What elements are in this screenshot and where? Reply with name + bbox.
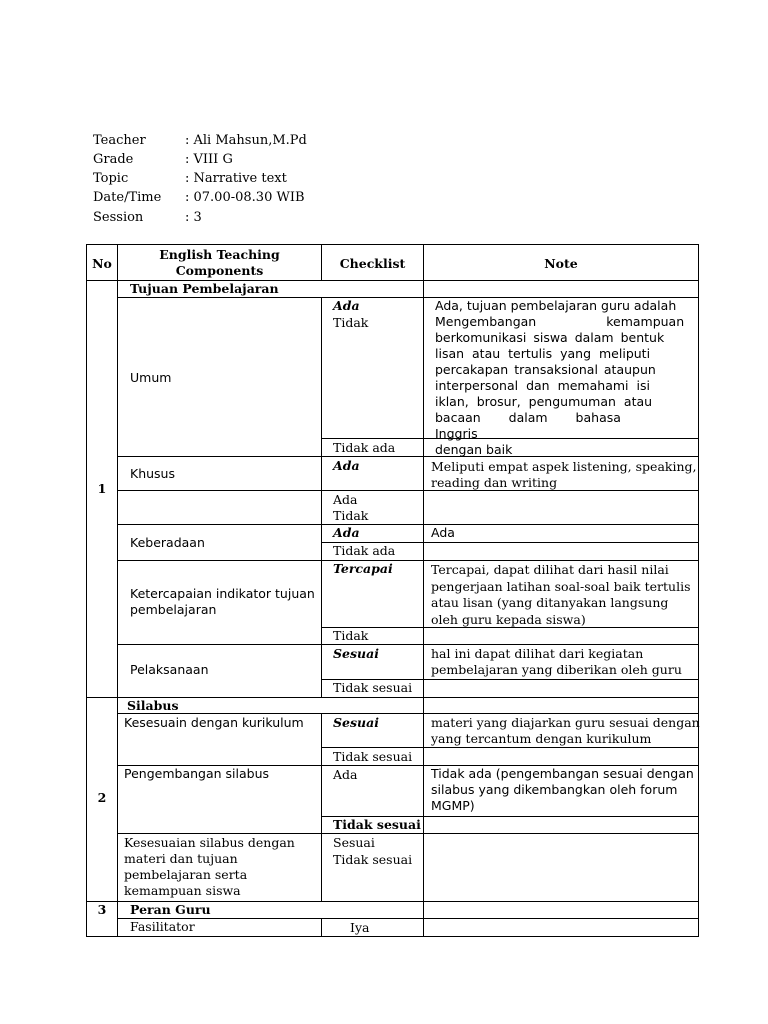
table-border-top [86,244,699,245]
checklist-tidak: Tidak [333,508,369,523]
row-divider [117,713,699,714]
section-number: 2 [97,790,107,805]
component-ketercapaian-indikator: Ketercapaian indikator tujuan pembelajaran [130,586,315,617]
col-divider-components [321,918,322,937]
section-number: 1 [97,481,107,496]
note-keberadaan: Ada [431,525,455,540]
component-pelaksanaan: Pelaksanaan [130,662,209,677]
header-components: English Teaching Components [159,247,280,278]
section-title: Tujuan Pembelajaran [130,281,279,296]
table-border-bottom [86,936,699,937]
row-divider [117,644,699,645]
header-note: Note [544,256,578,271]
checklist-iya: Iya [350,920,370,935]
checklist-tidak-sesuai: Tidak sesuai [333,749,413,764]
component-keberadaan: Keberadaan [130,535,205,550]
checklist-tidak-sesuai: Tidak sesuai [333,817,421,832]
section-title: Silabus [127,698,179,713]
checklist-tidak: Tidak [333,628,369,643]
note-line-justified: Mengembangan kemampuan [435,314,685,329]
checklist-ada: Ada [333,298,360,313]
col-divider-components [321,713,322,902]
header-no: No [92,256,112,271]
checklist-tidak-sesuai: Tidak sesuai [333,680,413,695]
checklist-ada: Ada [333,767,358,782]
component-fasilitator: Fasilitator [130,919,195,934]
section-number: 3 [97,902,107,917]
checklist-tidak-ada: Tidak ada [333,543,396,558]
row-divider [117,833,699,834]
row-divider [321,747,699,748]
checklist-tercapai: Tercapai [333,561,393,576]
checklist-tidak: Tidak [333,315,369,330]
header-checklist: Checklist [339,256,406,271]
checklist-sesuai: Sesuai [333,646,379,661]
checklist-ada: Ada [333,458,360,473]
checklist-ada: Ada [333,525,360,540]
note-pengembangan: Tidak ada (pengembangan sesuai dengan silabus yang dikembangkan oleh forum MGMP) [431,766,694,813]
note-umum: Ada, tujuan pembelajaran guru adalah Mengembangan kemampuan berkomunikasi siswa dalam bentuk lisan atau tertulis yang meliputi percakapan transaksional ataupun interpersonal dan memahami isi iklan, brosur, pengumuman atau bacaan dalam bahasa Inggris dengan baik [435,298,690,458]
checklist-tidak-ada: Tidak ada [333,440,396,455]
checklist-tidak-sesuai: Tidak sesuai [333,852,413,867]
component-kesesuaian-silabus: Kesesuaian silabus dengan materi dan tujuan pembelajaran serta kemampuan siswa [124,835,295,898]
component-kesesuaian-kurikulum: Kesesuain dengan kurikulum [124,715,304,730]
section-title: Peran Guru [130,902,211,917]
table-border-left [86,244,87,937]
component-umum: Umum [130,370,172,385]
note-pelaksanaan: hal ini dapat dilihat dari kegiatan pembelajaran yang diberikan oleh guru [431,646,682,677]
row-divider [117,524,699,525]
component-pengembangan-silabus: Pengembangan silabus [124,766,270,781]
col-divider-components [321,297,322,698]
note-kurikulum: materi yang diajarkan guru sesuai dengan yang tercantum dengan kurikulum [431,715,700,746]
checklist-sesuai: Sesuai [333,715,379,730]
row-divider [117,560,699,561]
note-khusus: Meliputi empat aspek listening, speaking, reading dan writing [431,459,697,490]
checklist-sesuai: Sesuai [333,835,375,850]
checklist-ada: Ada [333,492,358,507]
row-divider [117,918,699,919]
component-khusus: Khusus [130,466,175,481]
note-indikator: Tercapai, dapat dilihat dari hasil nilai pengerjaan latihan soal-soal baik tertulis atau lisan (yang ditanyakan langsung oleh guru kepada siswa) [431,562,691,627]
